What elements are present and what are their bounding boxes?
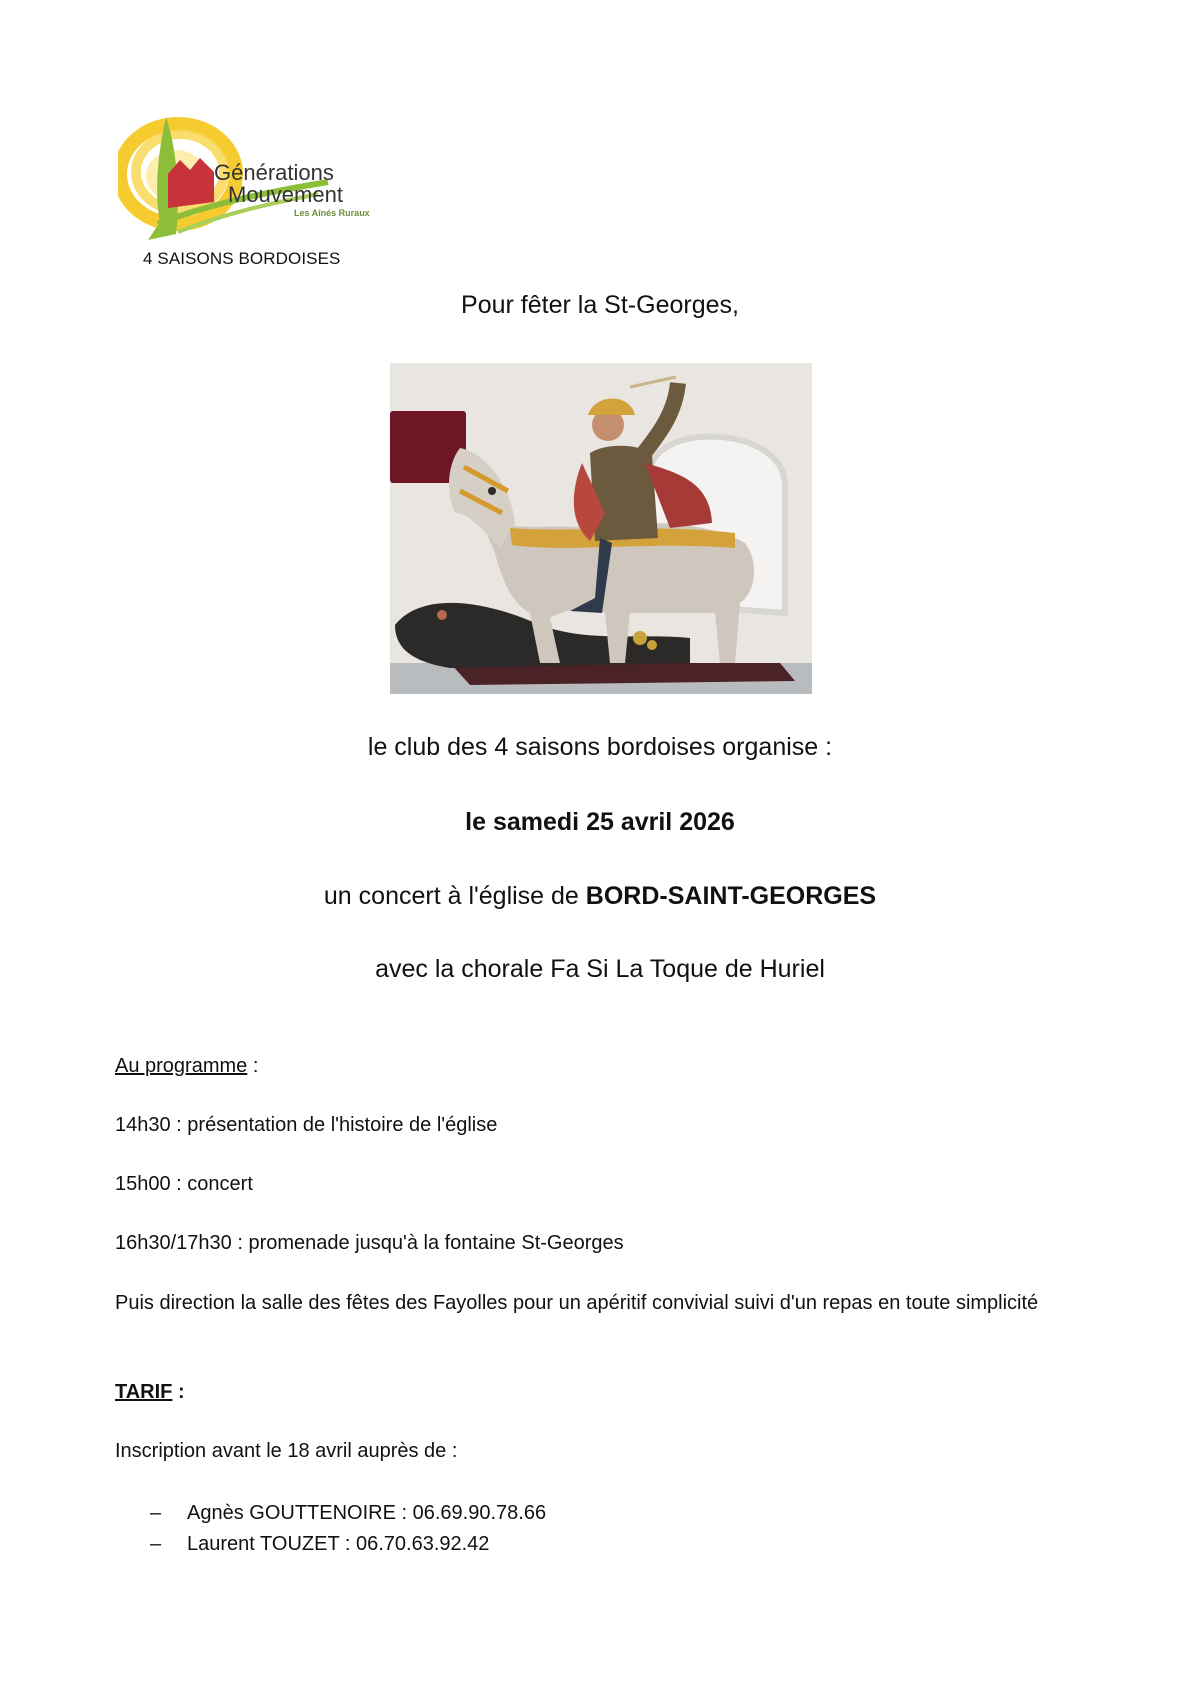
concert-line [0, 882, 1200, 911]
dash-bullet-icon: – [150, 1533, 162, 1555]
svg-text:Générations: Générations [214, 160, 334, 185]
programme-heading [115, 1051, 258, 1081]
svg-text:Les Aînés Ruraux: Les Aînés Ruraux [294, 208, 370, 218]
concert-place: BORD-SAINT-GEORGES [585, 882, 877, 910]
concert-prefix: un concert à l'église de [323, 882, 586, 910]
choir-line: avec la chorale Fa Si La Toque de Huriel [375, 955, 825, 983]
programme-item: 14h30 : présentation de l'histoire de l'église [115, 1114, 498, 1136]
tarif-heading-label: TARIF [115, 1381, 173, 1403]
contact-text: Laurent TOUZET : 06.70.63.92.42 [187, 1533, 490, 1555]
programme-item: 16h30/17h30 : promenade jusqu'à la fontaine St-Georges [115, 1232, 624, 1254]
programme-heading-label: Au programme [115, 1055, 248, 1077]
programme-heading-colon: : [247, 1055, 259, 1077]
programme-item: 15h00 : concert [115, 1173, 253, 1195]
generations-mouvement-logo [118, 112, 408, 252]
club-name: 4 SAISONS BORDOISES [143, 249, 341, 268]
contact-text: Agnès GOUTTENOIRE : 06.69.90.78.66 [187, 1502, 547, 1524]
tarif-heading-colon: : [172, 1381, 185, 1403]
logo-graphic [118, 112, 408, 252]
contacts-list [150, 1498, 546, 1560]
statue-image [390, 363, 812, 694]
list-item [150, 1529, 546, 1560]
saint-georges-statue-photo [390, 363, 812, 694]
organise-text: le club des 4 saisons bordoises organise : [367, 733, 833, 761]
inscription-text: Inscription avant le 18 avril auprès de : [115, 1440, 458, 1462]
intro-text: Pour fêter la St-Georges, [461, 291, 739, 319]
event-date: le samedi 25 avril 2026 [465, 808, 735, 836]
dash-bullet-icon: – [150, 1502, 162, 1524]
programme-after: Puis direction la salle des fêtes des Fayolles pour un apéritif convivial suivi d'un repas en toute simplicité [115, 1292, 1039, 1314]
tarif-heading [115, 1377, 185, 1407]
list-item [150, 1498, 546, 1529]
svg-text:Mouvement: Mouvement [228, 182, 343, 207]
